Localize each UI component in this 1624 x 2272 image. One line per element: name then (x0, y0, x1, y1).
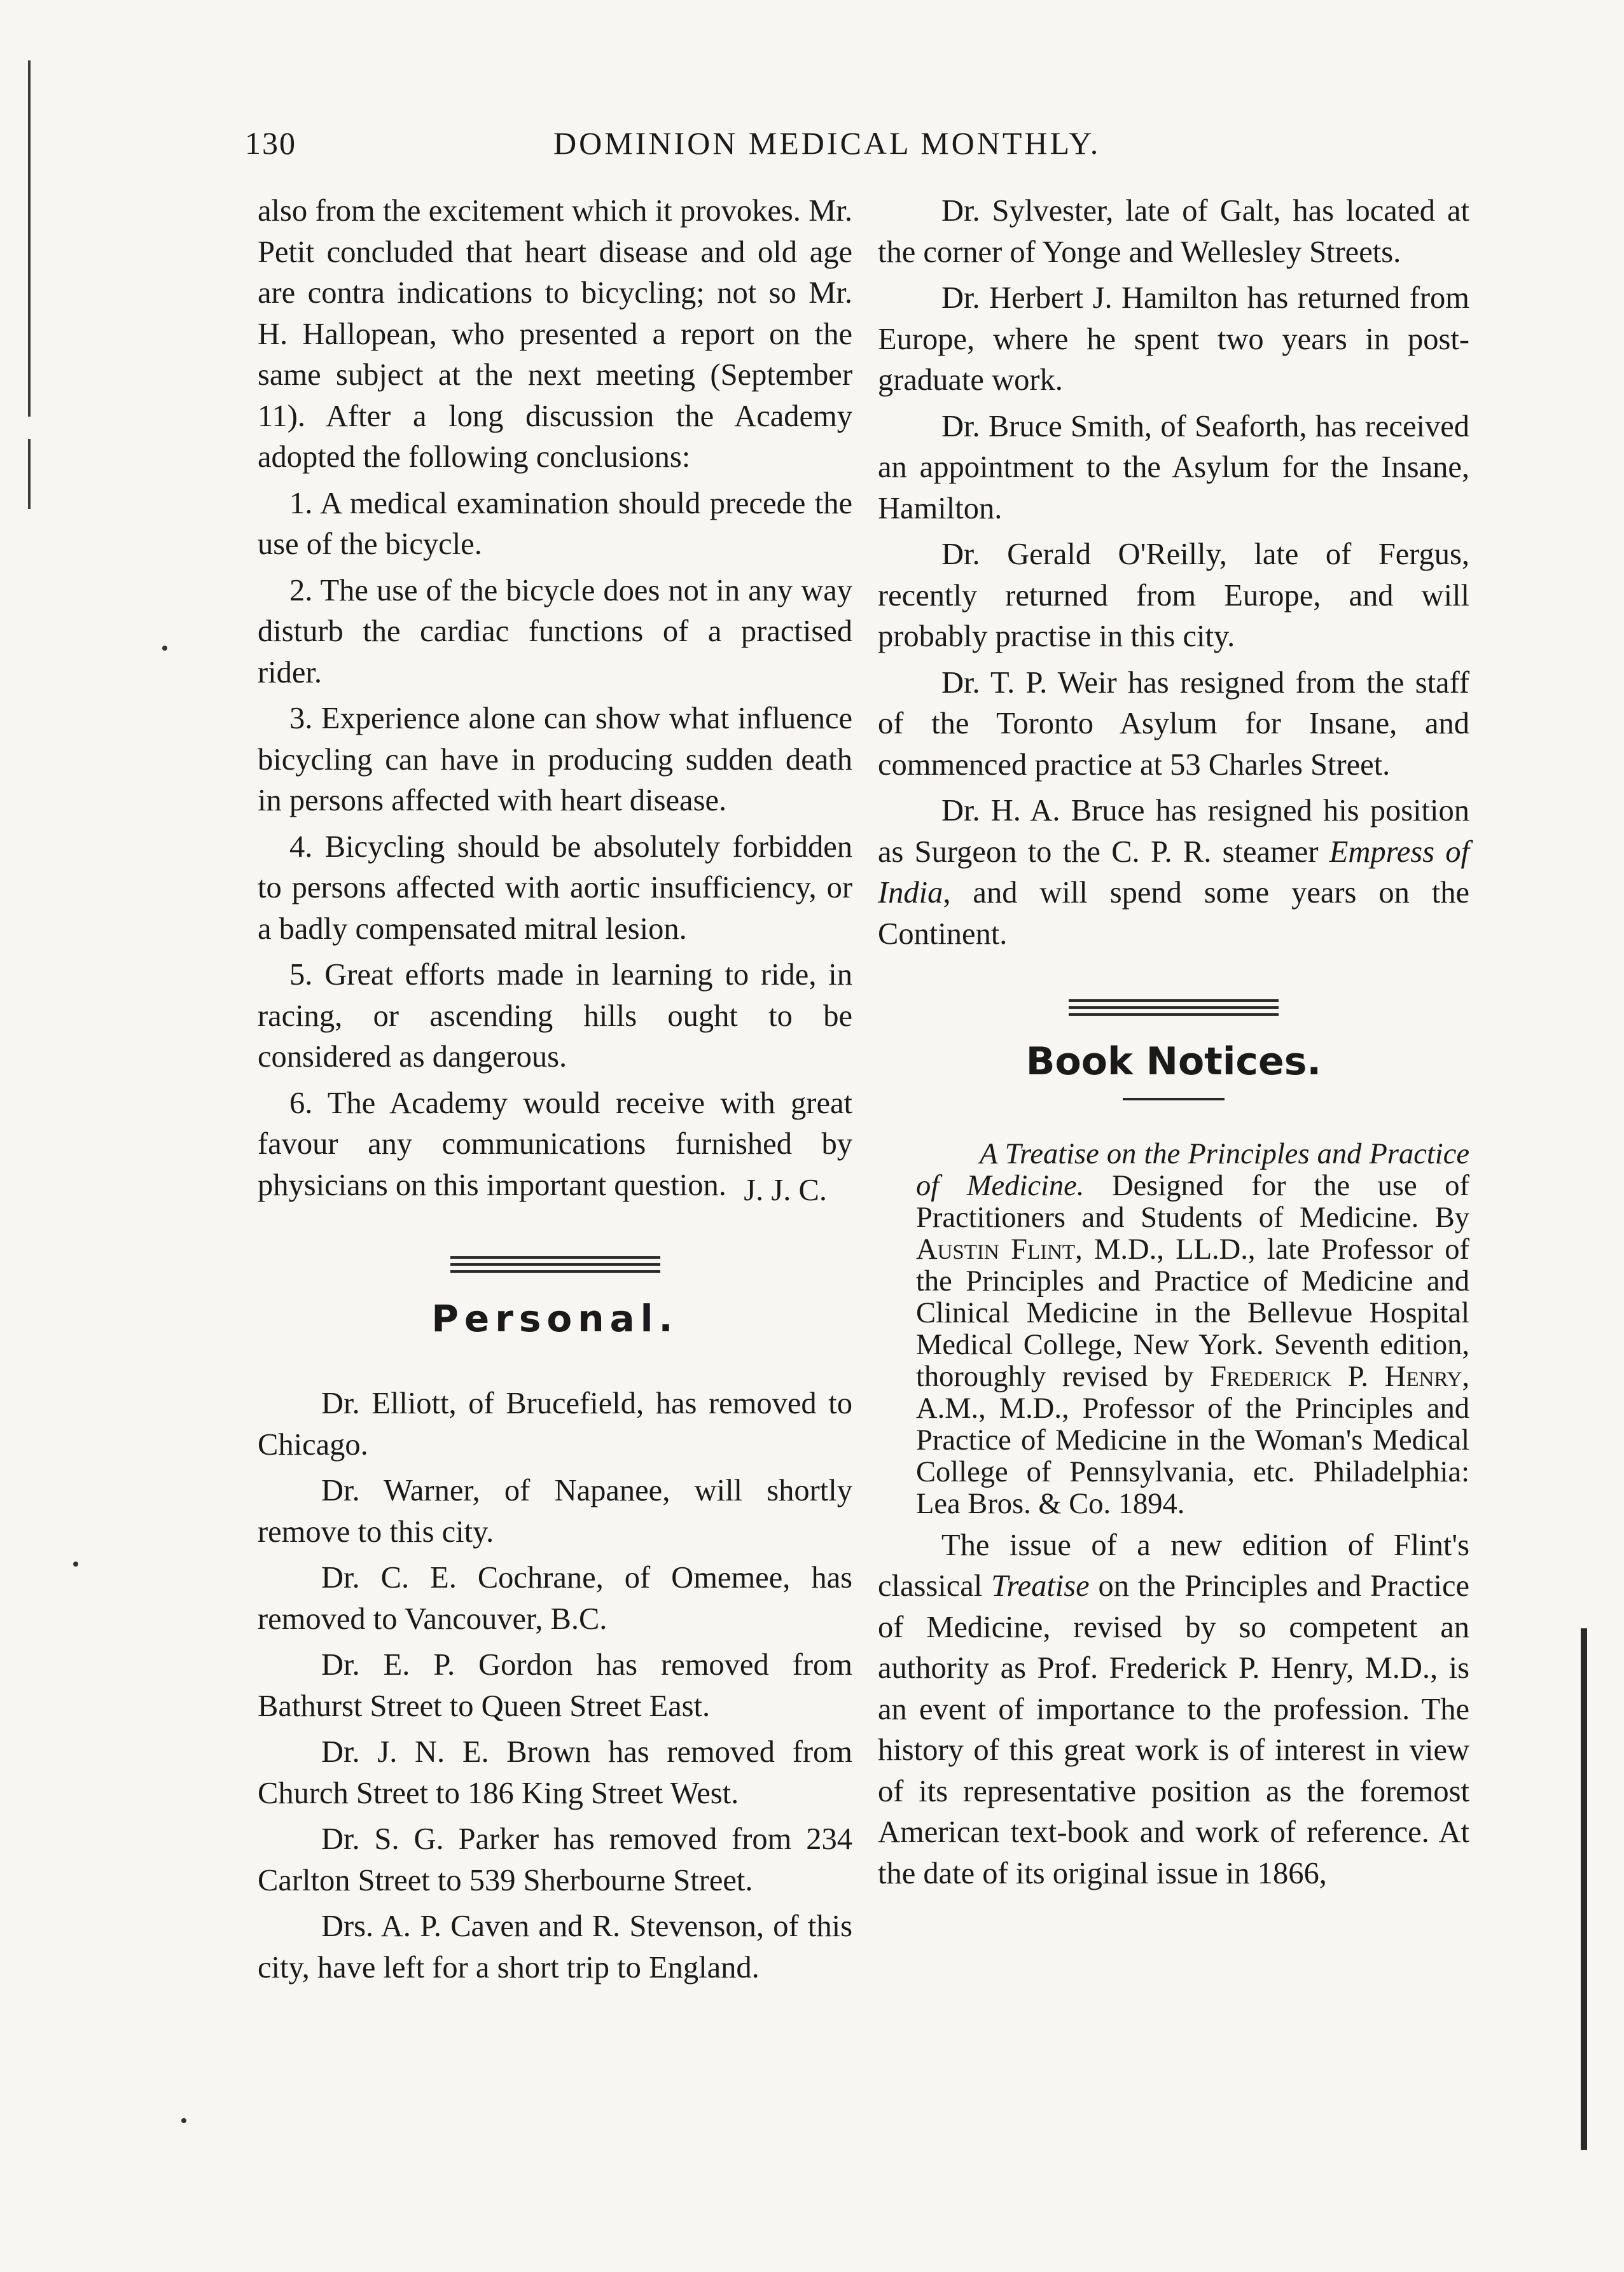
section-heading-book-notices: Book Notices. (1025, 1039, 1322, 1084)
personal-item: Dr. C. E. Cochrane, of Omemee, has removed to Vancouver, B.C. (258, 1561, 852, 1636)
author-signature: J. J. C. (744, 1174, 827, 1207)
heading-rule (1123, 1098, 1225, 1100)
book-entry (878, 1139, 1469, 1520)
personal-item: Dr. Elliott, of Brucefield, has removed to Chicago. (258, 1387, 852, 1462)
text: , M.D., LL.D., late Professor of the Principles and Practice of Medicine and Clinical Medicine in the Bellevue Hospital Medical College, New York. Seventh edition, thoroughly revised by (916, 1233, 1469, 1393)
speck (181, 2118, 186, 2123)
section-divider (450, 1256, 660, 1273)
personal-item: Dr. Gerald O'Reilly, late of Fergus, recently returned from Europe, and will probably practise in this city. (878, 537, 1469, 653)
personal-item: Dr. T. P. Weir has resigned from the staff of the Toronto Asylum for Insane, and commenced practice at 53 Charles Street. (878, 665, 1469, 782)
personal-item: Dr. Herbert J. Hamilton has returned from Europe, where he spent two years in post-graduate work. (878, 281, 1469, 397)
personal-item (878, 791, 1469, 955)
personal-item: Drs. A. P. Caven and R. Stevenson, of this city, have left for a short trip to England. (258, 1909, 852, 1985)
scan-edge-mark (1581, 1628, 1587, 2150)
page-number: 130 (245, 125, 296, 161)
text: , A.M., M.D., Professor of the Principles and Practice of Medicine in the Woman's Medical College of Pennsylvania, etc. Philadelphia: Lea Bros. & Co. 1894. (916, 1360, 1469, 1520)
book-title: A Treatise on the Principles and Practice of Medicine. (916, 1137, 1469, 1202)
personal-item: Dr. J. N. E. Brown has removed from Church Street to 186 King Street West. (258, 1735, 852, 1810)
section-divider (1069, 999, 1279, 1016)
reviser-name: Frederick P. Henry (1210, 1360, 1462, 1393)
ship-name: Empress of India (878, 835, 1469, 910)
left-column (258, 191, 852, 1993)
scan-edge-mark (28, 439, 31, 509)
text: , and will spend some years on the Continent. (878, 876, 1469, 951)
author-name: Austin Flint (916, 1233, 1076, 1266)
text: on the Principles and Practice of Medicine, revised by so competent an authority as Prof. Frederick P. Henry, M.D., is an event of importance to the profession. The history of this great work is of interest in view of its representative position as the foremost American text-book and work of reference. At the date of its original issue in 1866, (878, 1569, 1470, 1890)
personal-item: Dr. S. G. Parker has removed from 234 Carlton Street to 539 Sherbourne Street. (258, 1822, 852, 1897)
scan-edge-mark (28, 60, 31, 417)
page-header (0, 125, 1624, 169)
conclusion-item: 4. Bicycling should be absolutely forbidden to persons affected with aortic insufficiency, or a badly compensated mitral lesion. (258, 829, 852, 946)
review-paragraph (878, 1525, 1469, 1895)
right-column (878, 191, 1469, 1899)
paragraph: also from the excitement which it provokes. Mr. Petit concluded that heart disease and old age are contra indications to bicycling; not so Mr. H. Hallopean, who presented a report on the same subject at the next meeting (September 11). After a long discussion the Academy adopted the following conclusions: (258, 194, 852, 474)
personal-item: Dr. Warner, of Napanee, will shortly remove to this city. (258, 1474, 852, 1549)
conclusion-item: 2. The use of the bicycle does not in any way disturb the cardiac functions of a practised rider. (258, 573, 852, 689)
personal-item: Dr. Sylvester, late of Galt, has located at the corner of Yonge and Wellesley Streets. (878, 194, 1469, 269)
italic-title: Treatise (991, 1569, 1090, 1603)
section-heading-personal: Personal. (431, 1296, 679, 1340)
conclusion-item: 5. Great efforts made in learning to ride, in racing, or ascending hills ought to be considered as dangerous. (258, 958, 852, 1074)
conclusion-item: 1. A medical examination should precede the use of the bicycle. (258, 486, 852, 561)
text: Dr. H. A. Bruce has resigned his position as Surgeon to the C. P. R. steamer (878, 794, 1469, 869)
speck (73, 1562, 78, 1567)
conclusion-item: 3. Experience alone can show what influence bicycling can have in producing sudden death in persons affected with heart disease. (258, 702, 852, 817)
personal-item: Dr. Bruce Smith, of Seaforth, has received an appointment to the Asylum for the Insane, Hamilton. (878, 409, 1469, 525)
personal-item: Dr. E. P. Gordon has removed from Bathurst Street to Queen Street East. (258, 1648, 852, 1723)
text: Designed for the use of Practitioners and Students of Medicine. By (916, 1169, 1469, 1234)
speck (162, 646, 167, 651)
conclusion-item: 6. The Academy would receive with great favour any communications furnished by physicians on this important question. (258, 1086, 852, 1202)
running-title: DOMINION MEDICAL MONTHLY. (553, 125, 1101, 161)
text: The issue of a new edition of Flint's classical (878, 1528, 1469, 1603)
